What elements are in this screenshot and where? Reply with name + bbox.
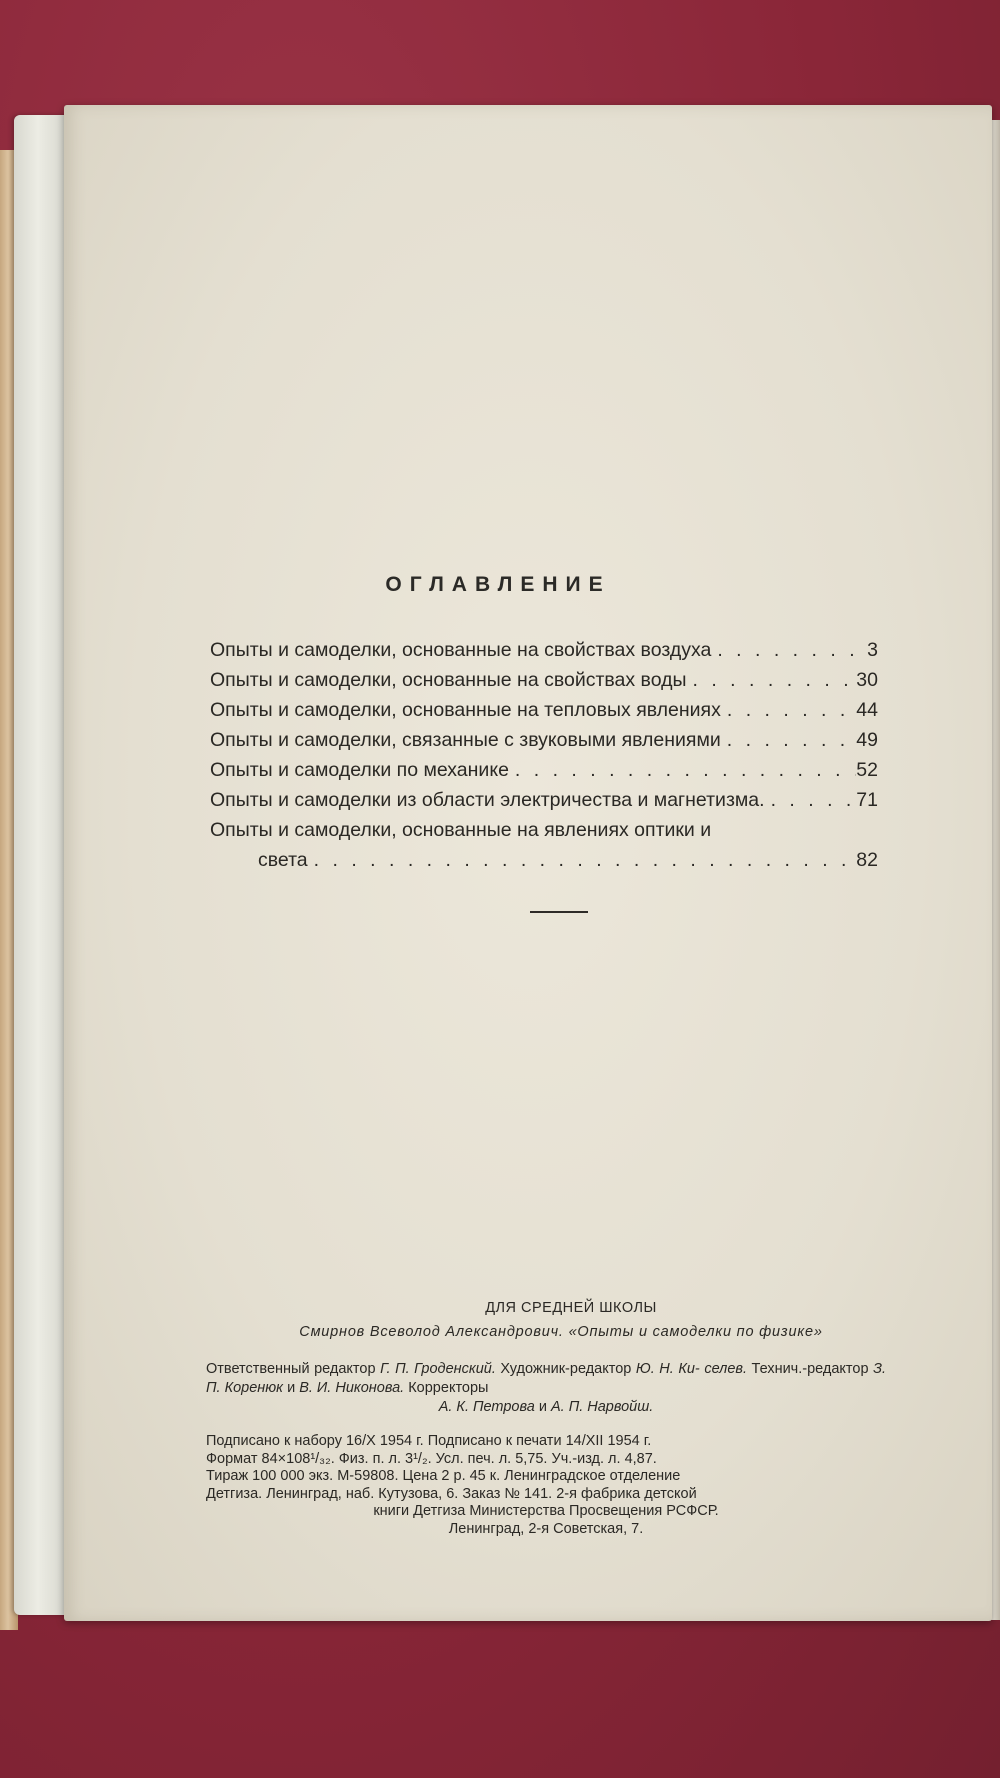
toc-leader-dots bbox=[308, 847, 853, 873]
credit-label: Технич.-редактор bbox=[751, 1361, 869, 1377]
toc-leader-dots bbox=[721, 697, 856, 723]
publication-line: Ленинград, 2-я Советская, 7. bbox=[448, 1520, 644, 1537]
section-divider bbox=[530, 911, 588, 913]
toc-entry-page: 44 bbox=[856, 699, 878, 721]
publication-line: Подписано к набору 16/Х 1954 г. Подписано к печати 14/ХII 1954 г. bbox=[206, 1433, 652, 1449]
toc-entry bbox=[210, 667, 878, 693]
toc-entry-label: Опыты и самоделки из области электричества и магнетизма. bbox=[210, 789, 765, 811]
credit-name: В. И. Никонова. bbox=[299, 1380, 405, 1396]
toc-entry bbox=[210, 787, 878, 813]
toc-leader-dots bbox=[687, 667, 857, 693]
credit-name: Г. П. Гроденский. bbox=[380, 1361, 496, 1377]
series-title: ДЛЯ СРЕДНЕЙ ШКОЛЫ bbox=[485, 1300, 657, 1316]
credit-label: Корректоры bbox=[408, 1380, 489, 1396]
imprint-block bbox=[206, 1300, 886, 1538]
editorial-credits bbox=[206, 1360, 886, 1417]
toc-entry-label: Опыты и самоделки, основанные на свойствах воды bbox=[210, 669, 687, 691]
credit-conjunction: и bbox=[287, 1380, 296, 1396]
proofreaders-line bbox=[206, 1398, 886, 1417]
toc-entry-label: Опыты и самоделки, основанные на тепловых явлениях bbox=[210, 699, 721, 721]
toc-entry-page: 49 bbox=[856, 729, 878, 751]
publication-line: Детгиза. Ленинград, наб. Кутузова, 6. Заказ № 141. 2-я фабрика детской bbox=[206, 1485, 697, 1502]
credit-conjunction: и bbox=[538, 1399, 547, 1415]
toc-entry-page: 71 bbox=[856, 789, 878, 811]
toc-entry bbox=[210, 697, 878, 723]
toc-entry-page: 3 bbox=[867, 639, 878, 661]
toc-entry bbox=[210, 637, 878, 663]
toc-entry-label: Опыты и самоделки, основанные на явлениях оптики и bbox=[210, 819, 712, 841]
toc-entry-label: Опыты и самоделки, связанные с звуковыми явлениями bbox=[210, 729, 721, 751]
toc-leader-dots bbox=[509, 757, 856, 783]
toc-entry bbox=[210, 817, 878, 843]
credit-name: Ю. Н. Ки- bbox=[635, 1361, 700, 1377]
toc-entry-page: 52 bbox=[856, 759, 878, 781]
toc-entry-label: Опыты и самоделки по механике bbox=[210, 759, 509, 781]
credit-name: селев. bbox=[704, 1361, 747, 1377]
toc-entry-page: 82 bbox=[856, 849, 878, 871]
author-title-line: Смирнов Всеволод Александрович. «Опыты и самоделки по физике» bbox=[299, 1324, 823, 1340]
credit-label: Художник-редактор bbox=[500, 1361, 632, 1377]
toc-entry-label-continuation: света bbox=[258, 849, 308, 871]
credit-name: З. П. Коренюк bbox=[206, 1361, 887, 1396]
toc-entry bbox=[210, 727, 878, 753]
book-page bbox=[64, 105, 992, 1621]
publication-line: Тираж 100 000 экз. М-59808. Цена 2 р. 45 к. Ленинградское отделение bbox=[206, 1468, 681, 1484]
credit-label: Ответственный редактор bbox=[206, 1361, 376, 1377]
table-of-contents bbox=[210, 637, 878, 877]
toc-leader-dots bbox=[721, 727, 857, 753]
toc-entry-continuation bbox=[210, 847, 878, 873]
toc-entry bbox=[210, 757, 878, 783]
toc-title: ОГЛАВЛЕНИЕ bbox=[385, 573, 611, 596]
publication-line: книги Детгиза Министерства Просвещения РСФСР. bbox=[373, 1503, 719, 1519]
toc-leader-dots bbox=[765, 787, 857, 813]
credit-name: А. П. Нарвойш. bbox=[550, 1399, 654, 1415]
publication-line: Формат 84×108¹/₃₂. Физ. п. л. 3¹/₂. Усл. печ. л. 5,75. Уч.-изд. л. 4,87. bbox=[206, 1450, 657, 1467]
toc-entry-page: 30 bbox=[856, 669, 878, 691]
toc-entry-label: Опыты и самоделки, основанные на свойствах воздуха bbox=[210, 639, 712, 661]
publication-details bbox=[206, 1433, 886, 1538]
toc-leader-dots bbox=[711, 637, 867, 663]
credit-name: А. К. Петрова bbox=[438, 1399, 535, 1415]
